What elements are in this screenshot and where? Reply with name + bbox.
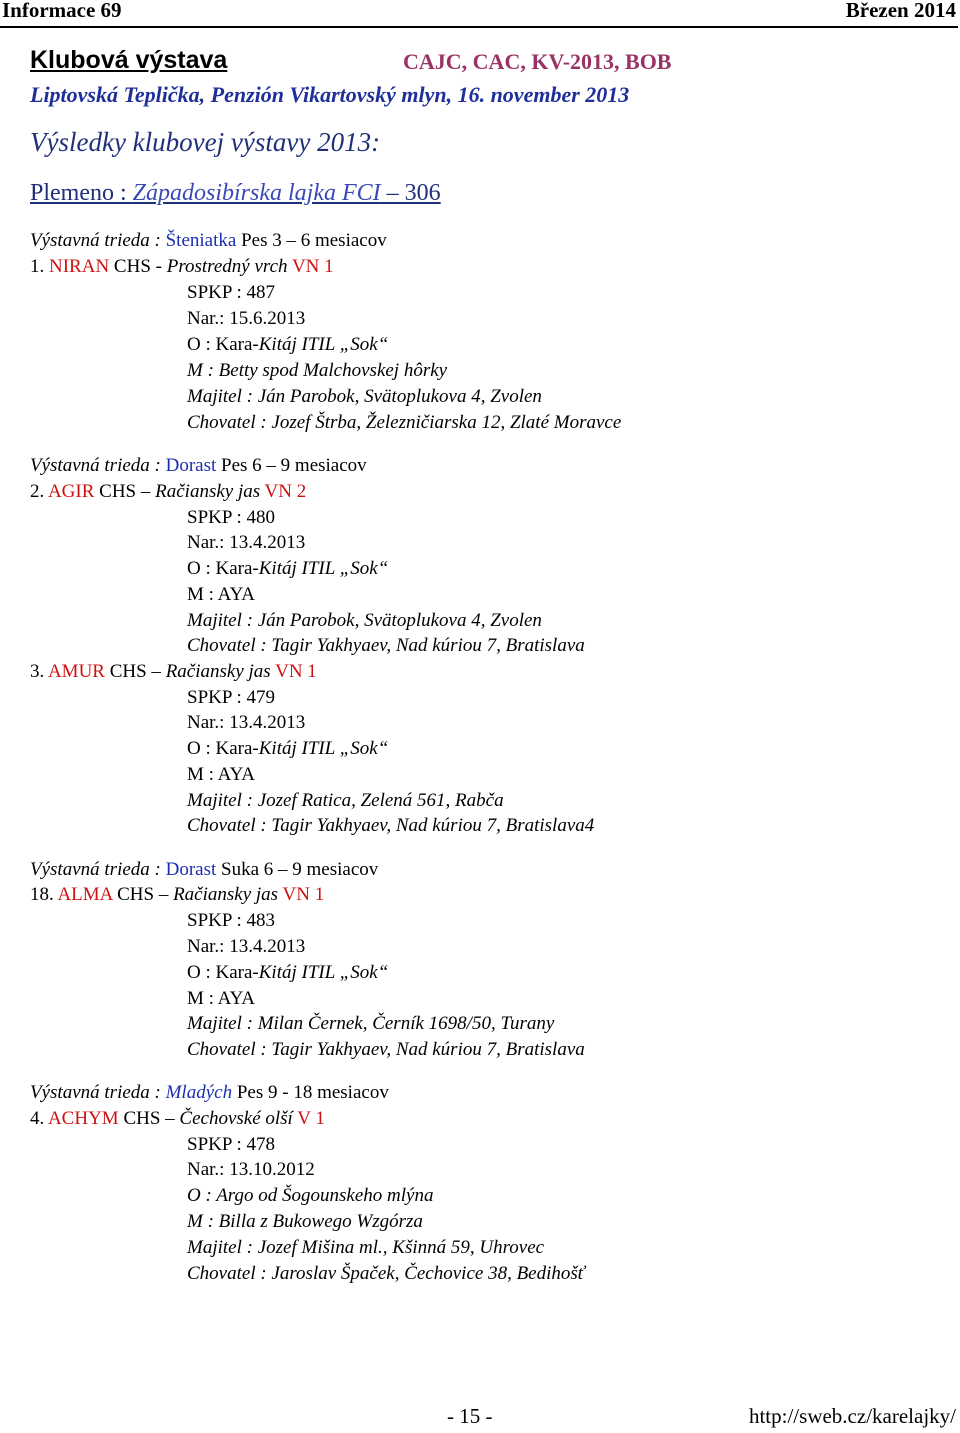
sire-prefix: O : Kara- [187, 334, 259, 355]
owner-line: Majitel : Jozef Ratica, Zelená 561, Rabča [187, 790, 504, 811]
dog-name: AMUR [47, 661, 105, 682]
grade: VN 1 [270, 661, 317, 682]
born-line: Nar.: 13.4.2013 [187, 532, 306, 553]
sire-line [187, 333, 388, 357]
owner-line: Majitel : Ján Parobok, Svätoplukova 4, Zvolen [187, 386, 542, 407]
entry-number: 18. [30, 884, 58, 905]
spkp-line: SPKP : 479 [187, 687, 275, 708]
footer-link[interactable]: http://sweb.cz/karelajky/ [748, 1404, 956, 1428]
dam-line: M : Betty spod Malchovskej hôrky [187, 360, 448, 381]
breed-name: Západosibírska lajka FCI [132, 180, 381, 206]
kennel-name: Čechovské olší [179, 1108, 293, 1129]
class-label: Výstavná trieda : [30, 455, 166, 476]
class-detail: Suka 6 – 9 mesiacov [216, 859, 379, 880]
breeder-line: Chovatel : Tagir Yakhyaev, Nad kúriou 7, Bratislava [187, 635, 585, 656]
class-heading [30, 1081, 389, 1105]
entry-number: 4. [30, 1108, 48, 1129]
class-name: Šteniatka [165, 230, 237, 251]
entry-title-part: CHS – [104, 661, 166, 682]
sire-line [187, 1184, 433, 1208]
sire-name: O : Argo od Šogounskeho mlýna [187, 1185, 434, 1206]
grade: V 1 [292, 1108, 325, 1129]
breeder-line: Chovatel : Jozef Štrba, Železničiarska 12, Zlaté Moravce [187, 412, 622, 433]
breed-label: Plemeno : [30, 180, 133, 206]
class-detail: Pes 9 - 18 mesiacov [232, 1082, 389, 1103]
kennel-name: Račiansky jas [155, 481, 261, 502]
class-heading [30, 229, 387, 253]
sire-prefix: O : Kara- [187, 962, 259, 983]
club-show-title: Klubová výstava [30, 46, 228, 74]
born-line: Nar.: 13.4.2013 [187, 936, 306, 957]
entry-title [30, 1107, 325, 1131]
born-line: Nar.: 13.4.2013 [187, 712, 306, 733]
spkp-line: SPKP : 483 [187, 910, 275, 931]
dam-line: M : AYA [187, 988, 255, 1009]
breed-number: – 306 [380, 180, 441, 206]
entry-title [30, 480, 306, 504]
dam-line: M : AYA [187, 584, 255, 605]
entry-title [30, 660, 317, 684]
sire-prefix: O : Kara- [187, 558, 259, 579]
class-label: Výstavná trieda : [30, 230, 166, 251]
results-title: Výsledky klubovej výstavy 2013: [30, 127, 381, 157]
entry-number: 2. [30, 481, 48, 502]
spkp-line: SPKP : 480 [187, 507, 275, 528]
dog-name: NIRAN [49, 256, 110, 277]
sire-name: Kitáj ITIL „Sok“ [258, 962, 389, 983]
class-name: Dorast [165, 455, 217, 476]
grade: VN 2 [260, 481, 307, 502]
kennel-name: Račiansky jas [173, 884, 279, 905]
grade: VN 1 [278, 884, 325, 905]
sire-name: Kitáj ITIL „Sok“ [258, 334, 389, 355]
page-header [0, 0, 958, 28]
breeder-line: Chovatel : Tagir Yakhyaev, Nad kúriou 7, Bratislava [187, 1039, 585, 1060]
sire-line [187, 961, 388, 985]
owner-line: Majitel : Milan Černek, Černík 1698/50, Turany [187, 1013, 555, 1034]
owner-line: Majitel : Ján Parobok, Svätoplukova 4, Zvolen [187, 610, 542, 631]
breeder-line: Chovatel : Jaroslav Špaček, Čechovice 38, Bedihošť [187, 1263, 585, 1284]
spkp-line: SPKP : 478 [187, 1134, 275, 1155]
class-detail: Pes 6 – 9 mesiacov [216, 455, 367, 476]
kennel-name: Račiansky jas [165, 661, 271, 682]
title-row [30, 46, 930, 82]
sire-prefix: O : Kara- [187, 738, 259, 759]
grade: VN 1 [287, 256, 334, 277]
awards-line: CAJC, CAC, KV-2013, BOB [403, 49, 672, 74]
entry-number: 1. [30, 256, 49, 277]
entry-title-part: CHS – [112, 884, 174, 905]
owner-line: Majitel : Jozef Mišina ml., Kšinná 59, Uhrovec [187, 1237, 545, 1258]
entry-number: 3. [30, 661, 48, 682]
kennel-name: Prostredný vrch [166, 256, 288, 277]
page-number: - 15 - [447, 1404, 493, 1428]
dog-name: ACHYM [47, 1108, 119, 1129]
entry-title-part: CHS – [118, 1108, 180, 1129]
breeder-line: Chovatel : Tagir Yakhyaev, Nad kúriou 7, Bratislava4 [187, 815, 595, 836]
issue-label: Informace 69 [2, 0, 122, 22]
sire-name: Kitáj ITIL „Sok“ [258, 738, 389, 759]
breed-line [30, 180, 441, 207]
entry-title [30, 255, 334, 279]
born-line: Nar.: 15.6.2013 [187, 308, 306, 329]
sire-line [187, 737, 388, 761]
dog-name: ALMA [57, 884, 113, 905]
issue-date: Březen 2014 [845, 0, 956, 22]
dog-name: AGIR [47, 481, 95, 502]
class-label: Výstavná trieda : [30, 859, 166, 880]
spkp-line: SPKP : 487 [187, 282, 275, 303]
class-heading [30, 454, 367, 478]
class-heading [30, 858, 378, 882]
dam-line: M : Billa z Bukowego Wzgórza [187, 1211, 423, 1232]
entry-title [30, 883, 324, 907]
dam-line: M : AYA [187, 764, 255, 785]
class-name: Dorast [165, 859, 217, 880]
class-label: Výstavná trieda : [30, 1082, 166, 1103]
entry-title-part: CHS – [94, 481, 156, 502]
sire-name: Kitáj ITIL „Sok“ [258, 558, 389, 579]
entry-title-part: CHS - [109, 256, 167, 277]
sire-line [187, 557, 388, 581]
venue-line: Liptovská Teplička, Penzión Vikartovský mlyn, 16. november 2013 [30, 82, 630, 107]
class-name: Mladých [165, 1082, 233, 1103]
born-line: Nar.: 13.10.2012 [187, 1159, 315, 1180]
class-detail: Pes 3 – 6 mesiacov [236, 230, 387, 251]
